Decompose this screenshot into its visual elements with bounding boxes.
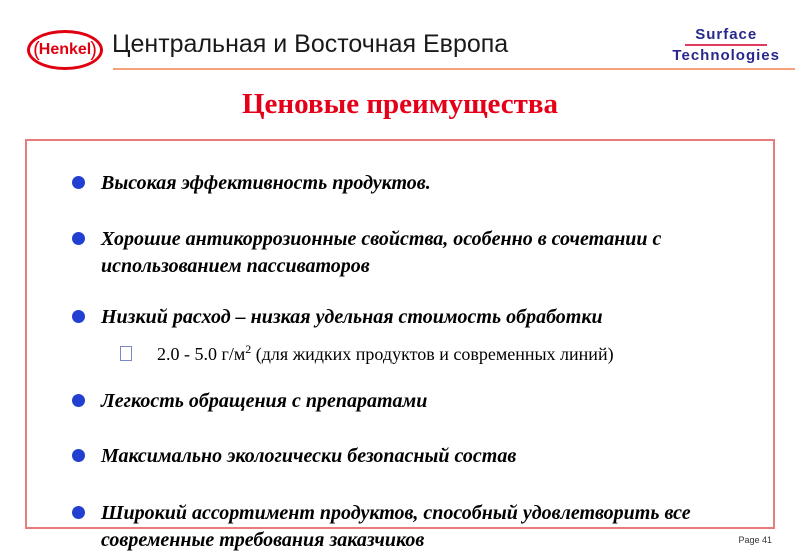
henkel-logo-text: Henkel [38,41,92,58]
page-title: Ценовые преимущества [242,88,558,120]
bullet-item [72,388,772,415]
header-divider [113,68,795,70]
bullet-text [101,500,772,554]
bullet-text [101,304,772,366]
brand-surface-label: Surface [685,26,767,46]
sub-bullet [120,337,772,366]
bullet-line: Хорошие антикоррозионные свойства, особенно в сочетании с [101,228,662,250]
sub-bullet-superscript: 2 [245,342,252,356]
brand-technologies-label: Technologies [672,47,780,64]
bullet-text [101,388,772,415]
bullet-item [72,226,772,280]
square-bullet-icon [120,346,132,361]
bullet-dot-icon [72,232,85,245]
bullet-line: Легкость обращения с препаратами [101,390,428,412]
bullet-text [101,226,772,280]
surface-technologies-logo [672,26,780,64]
bullet-line: Максимально экологически безопасный состав [101,445,517,467]
bullet-dot-icon [72,394,85,407]
slide-title: Центральная и Восточная Европа [112,30,509,58]
bullet-line: современные требования заказчиков [101,529,425,551]
bullet-dot-icon [72,506,85,519]
bullet-line: Высокая эффективность продуктов. [101,172,431,194]
logo-paren-right-icon: ) [90,39,97,61]
bullet-line: использованием пассиваторов [101,255,370,277]
bullet-dot-icon [72,176,85,189]
bullet-text [101,443,772,470]
sub-bullet-text [157,344,614,364]
sub-bullet-note: (для жидких продуктов и современных линий) [251,344,614,364]
bullet-line: Низкий расход – низкая удельная стоимость обработки [101,306,603,328]
bullet-item [72,500,772,554]
bullet-item [72,304,772,366]
logo-paren-left-icon: ( [33,39,40,61]
sub-bullet-value: 2.0 - 5.0 г/м [157,344,246,364]
henkel-logo [27,30,103,70]
bullet-text [101,170,772,197]
bullet-item [72,170,772,197]
bullet-line: Широкий ассортимент продуктов, способный удовлетворить все [101,502,691,524]
page-number-label: Page 41 [738,535,772,545]
bullet-dot-icon [72,449,85,462]
bullet-item [72,443,772,470]
bullet-dot-icon [72,310,85,323]
